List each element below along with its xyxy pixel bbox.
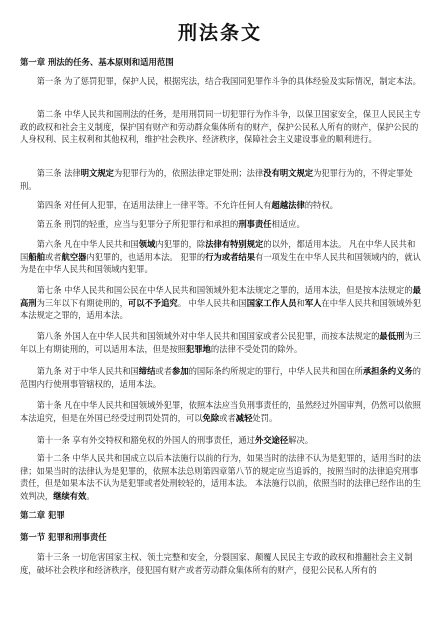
article-12: 第十二条 中华人民共和国成立以后本法施行以前的行为，如果当时的法律不认为是犯罪的，适用当时的法律；如果当时的法律认为是犯罪的，依照本法总则第四章第八节的规定应当追诉的，按照当时的法律追究刑事责任，但是如果本法不认为是犯罪或者处刑较轻的，适用本法。 本法施行以前，依照当时的法律已经作出的生效判决，继续有效。 — [20, 453, 421, 501]
article-5: 第五条 刑罚的轻重，应当与犯罪分子所犯罪行和承担的刑事责任相适应。 — [36, 219, 305, 229]
article-1: 第一条 为了惩罚犯罪，保护人民，根据宪法，结合我国同犯罪作斗争的具体经验及实际情况，制定本法。 — [36, 76, 421, 86]
page-title: 刑法条文 — [177, 22, 262, 44]
article-7: 第七条 中华人民共和国公民在中华人民共和国领域外犯本法规定之罪的，适用本法，但是按本法规定的最高刑为三年以下有期徒刑的，可以不予追究。 中华人民共和国国家工作人员和军人在中华人民共和国领域外犯本法规定之罪的，适用本法。 — [20, 285, 421, 320]
article-4: 第四条 对任何人犯罪，在适用法律上一律平等。不允许任何人有超越法律的特权。 — [36, 200, 338, 210]
article-2: 第二条 中华人民共和国刑法的任务，是用刑罚同一切犯罪行为作斗争，以保卫国家安全，保卫人民民主专政的政权和社会主义制度，保护国有财产和劳动群众集体所有的财产，保护公民私人所有的财产，保护公民的人身权利、民主权利和其他权利，维护社会秩序、经济秩序，保障社会主义建设事业的顺利进行。 — [20, 109, 421, 144]
article-13: 第十三条 一切危害国家主权、领土完整和安全，分裂国家、颠覆人民民主专政的政权和推翻社会主义制度，破坏社会秩序和经济秩序，侵犯国有财产或者劳动群众集体所有的财产，侵犯公民私人所有的 — [20, 552, 413, 575]
article-9: 第九条 对于中华人民共和国缔结或者参加的国际条约所规定的罪行，中华人民共和国在所承担条约义务的范围内行使刑事管辖权的，适用本法。 — [20, 366, 421, 389]
section-heading: 第一节 犯罪和刑事责任 — [20, 532, 107, 542]
chapter-heading: 第二章 犯罪 — [20, 510, 65, 520]
article-6: 第六条 凡在中华人民共和国领域内犯罪的，除法律有特别规定的以外，都适用本法。 凡在中华人民共和国船舶或者航空器内犯罪的，也适用本法。 犯罪的行为或者结果有一项发生在中华人民共和国领域内的，就认为是在中华人民共和国领域内犯罪。 — [20, 239, 421, 274]
article-11: 第十一条 享有外交特权和豁免权的外国人的刑事责任，通过外交途径解决。 — [36, 435, 314, 445]
article-10: 第十条 凡在中华人民共和国领域外犯罪，依照本法应当负刑事责任的，虽然经过外国审判，仍然可以依照本法追究，但是在外国已经受过刑罚处罚的，可以免除或者减轻处罚。 — [20, 400, 421, 423]
chapter-heading: 第一章 刑法的任务、基本原则和适用范围 — [20, 57, 174, 67]
article-3: 第三条 法律明文规定为犯罪行为的，依照法律定罪处刑；法律没有明文规定为犯罪行为的，不得定罪处刑。 — [20, 168, 413, 191]
article-8: 第八条 外国人在中华人民共和国领域外对中华人民共和国国家或者公民犯罪，而按本法规定的最低刑为三年以上有期徒刑的，可以适用本法，但是按照犯罪地的法律不受处罚的除外。 — [20, 331, 421, 354]
